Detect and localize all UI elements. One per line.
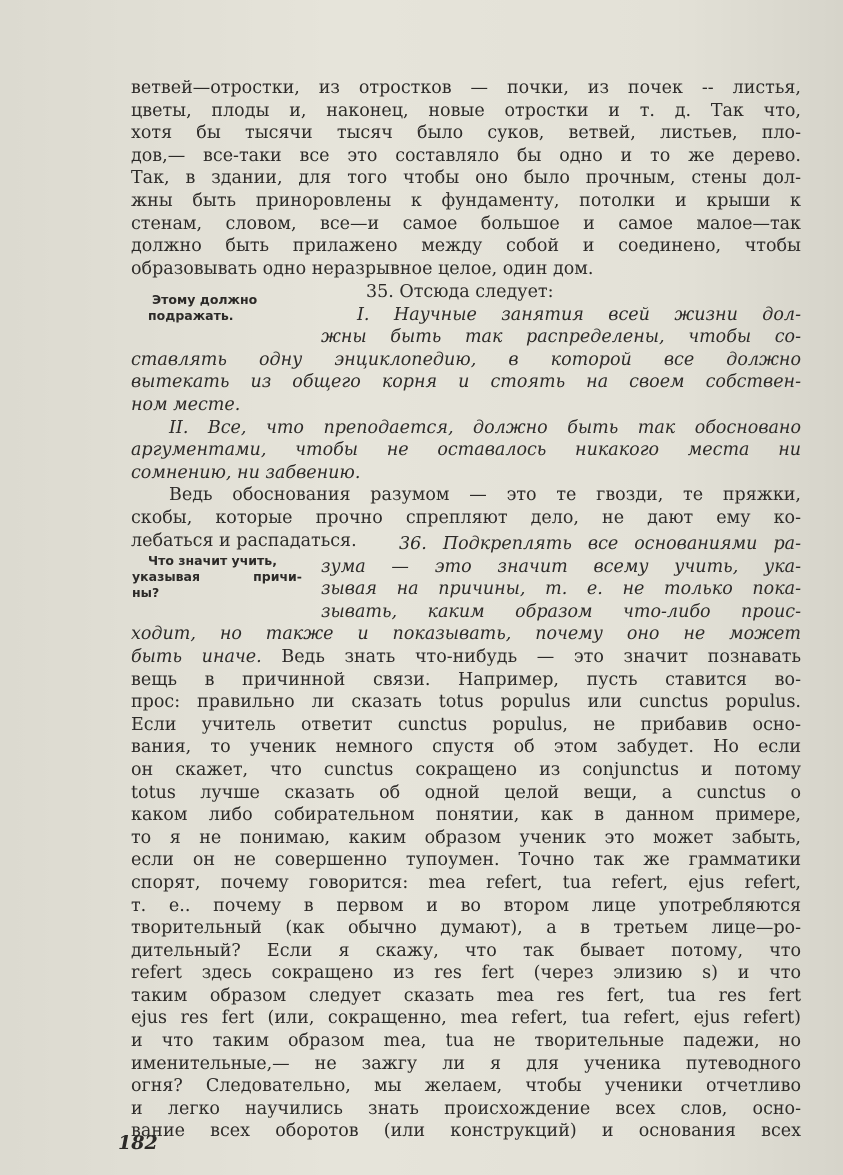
- margin-note-line: Этому должно: [152, 292, 258, 307]
- text-line: должно быть прилажено между собой и соединено, чтобы: [131, 236, 801, 257]
- text-line: именительные,— не зажгу ли я для ученика путеводного: [131, 1053, 801, 1074]
- text-line: II. Все, что преподается, должно быть так обосновано: [169, 417, 801, 438]
- page-number: 182: [118, 1132, 158, 1154]
- text-line: ejus res fert (или, сокращенно, mea refert, tua refert, ejus refert): [131, 1008, 801, 1029]
- text-line: жны быть приноровлены к фундаменту, потолки и крыши к: [131, 190, 801, 211]
- section-heading: 35. Отсюда следует:: [366, 282, 554, 302]
- text-line: [131, 646, 801, 669]
- section-35: [131, 281, 801, 552]
- text-line: творительный (как обычно думают), а в третьем лице—ро-: [131, 918, 801, 939]
- text-line: зывать, каким образом что-либо проис-: [321, 601, 801, 622]
- text-line: ходит, но также и показывать, почему оно не может: [131, 624, 801, 645]
- text-line: дительный? Если я скажу, что так бывает потому, что: [131, 940, 801, 961]
- text-line: аргументами, чтобы не оставалось никакого места ни: [131, 440, 801, 461]
- text-line: refert здесь сокращено из res fert (через элизию s) и что: [131, 963, 801, 984]
- text-line: если он не совершенно тупоумен. Точно так же грамматики: [131, 850, 801, 871]
- text-line: Так, в здании, для того чтобы оно было прочным, стены дол-: [131, 168, 801, 189]
- text-line: прос: правильно ли сказать totus populus или cunctus populus.: [131, 692, 801, 713]
- text-line: I. Научные занятия всей жизни дол-: [357, 304, 801, 325]
- text-line: вещь в причинной связи. Например, пусть ставится во-: [131, 669, 801, 690]
- text-line: 36. Подкреплять все основаниями ра-: [399, 534, 801, 554]
- text-line: скобы, которые прочно спрепляют дело, не дают ему ко-: [131, 507, 801, 528]
- text-line: таким образом следует сказать mea res fert, tua res fert: [131, 985, 801, 1006]
- text-line: каком либо собирательном понятии, как в данном примере,: [131, 805, 801, 826]
- margin-note-line: указывая причи-: [132, 569, 302, 584]
- text-line: дов,— все-таки все это составляло бы одно и то же дерево.: [131, 145, 801, 166]
- text-line: зума — это значит всему учить, ука-: [321, 556, 801, 577]
- text-line: спорят, почему говорится: mea refert, tua refert, ejus refert,: [131, 872, 801, 893]
- text-line: и что таким образом mea, tua не творительные падежи, но: [131, 1031, 801, 1052]
- text-line: то я не понимаю, каким образом ученик это может забыть,: [131, 827, 801, 848]
- text-line: образовывать одно неразрывное целое, один дом.: [131, 258, 594, 279]
- text-line: вание всех оборотов (или конструкций) и основания всех: [131, 1121, 801, 1142]
- text-line: т. е.. почему в первом и во втором лице употребляются: [131, 895, 801, 916]
- paragraph-block-1: [131, 77, 801, 280]
- text-line: огня? Следовательно, мы желаем, чтобы ученики отчетливо: [131, 1076, 801, 1097]
- text-line: хотя бы тысячи тысяч было суков, ветвей, листьев, пло-: [131, 123, 801, 144]
- section-36: [131, 533, 801, 1143]
- text-line: сомнению, ни забвению.: [131, 462, 361, 483]
- text-line: Ведь обоснования разумом — это те гвозди, те пряжки,: [169, 485, 801, 506]
- margin-note-line: ны?: [132, 585, 160, 600]
- italic-phrase: быть иначе.: [131, 646, 262, 667]
- text-line: жны быть так распределены, чтобы со-: [321, 327, 801, 348]
- text-line: ставлять одну энциклопедию, в которой все должно: [131, 349, 801, 370]
- text-line: вытекать из общего корня и стоять на своем собствен-: [131, 372, 801, 393]
- text-line: цветы, плоды и, наконец, новые отростки и т. д. Так что,: [131, 100, 801, 121]
- text-line: и легко научились знать происхождение всех слов, осно-: [131, 1098, 801, 1119]
- margin-note-line: подражать.: [148, 308, 234, 323]
- text-line: он скажет, что cunctus сокращено из conjunctus и потому: [131, 759, 801, 780]
- text-line: зывая на причины, т. е. не только пока-: [321, 579, 801, 600]
- text-line: вания, то ученик немного спустя об этом забудет. Но если: [131, 737, 801, 758]
- text-line: ном месте.: [131, 394, 241, 415]
- text-line: totus лучше сказать об одной целой вещи, а cunctus о: [131, 782, 801, 803]
- margin-note-line: Что значит учить,: [148, 553, 277, 568]
- text-line: ветвей—отростки, из отростков — почки, из почек -- листья,: [131, 78, 801, 98]
- text-line: Если учитель ответит cunctus populus, не прибавив осно-: [131, 714, 801, 735]
- text-line: стенам, словом, все—и самое большое и самое малое—так: [131, 213, 801, 234]
- text-line: лебаться и распадаться.: [131, 530, 357, 551]
- text-fragment: Ведь знать что-нибудь — это значит познавать: [261, 646, 801, 667]
